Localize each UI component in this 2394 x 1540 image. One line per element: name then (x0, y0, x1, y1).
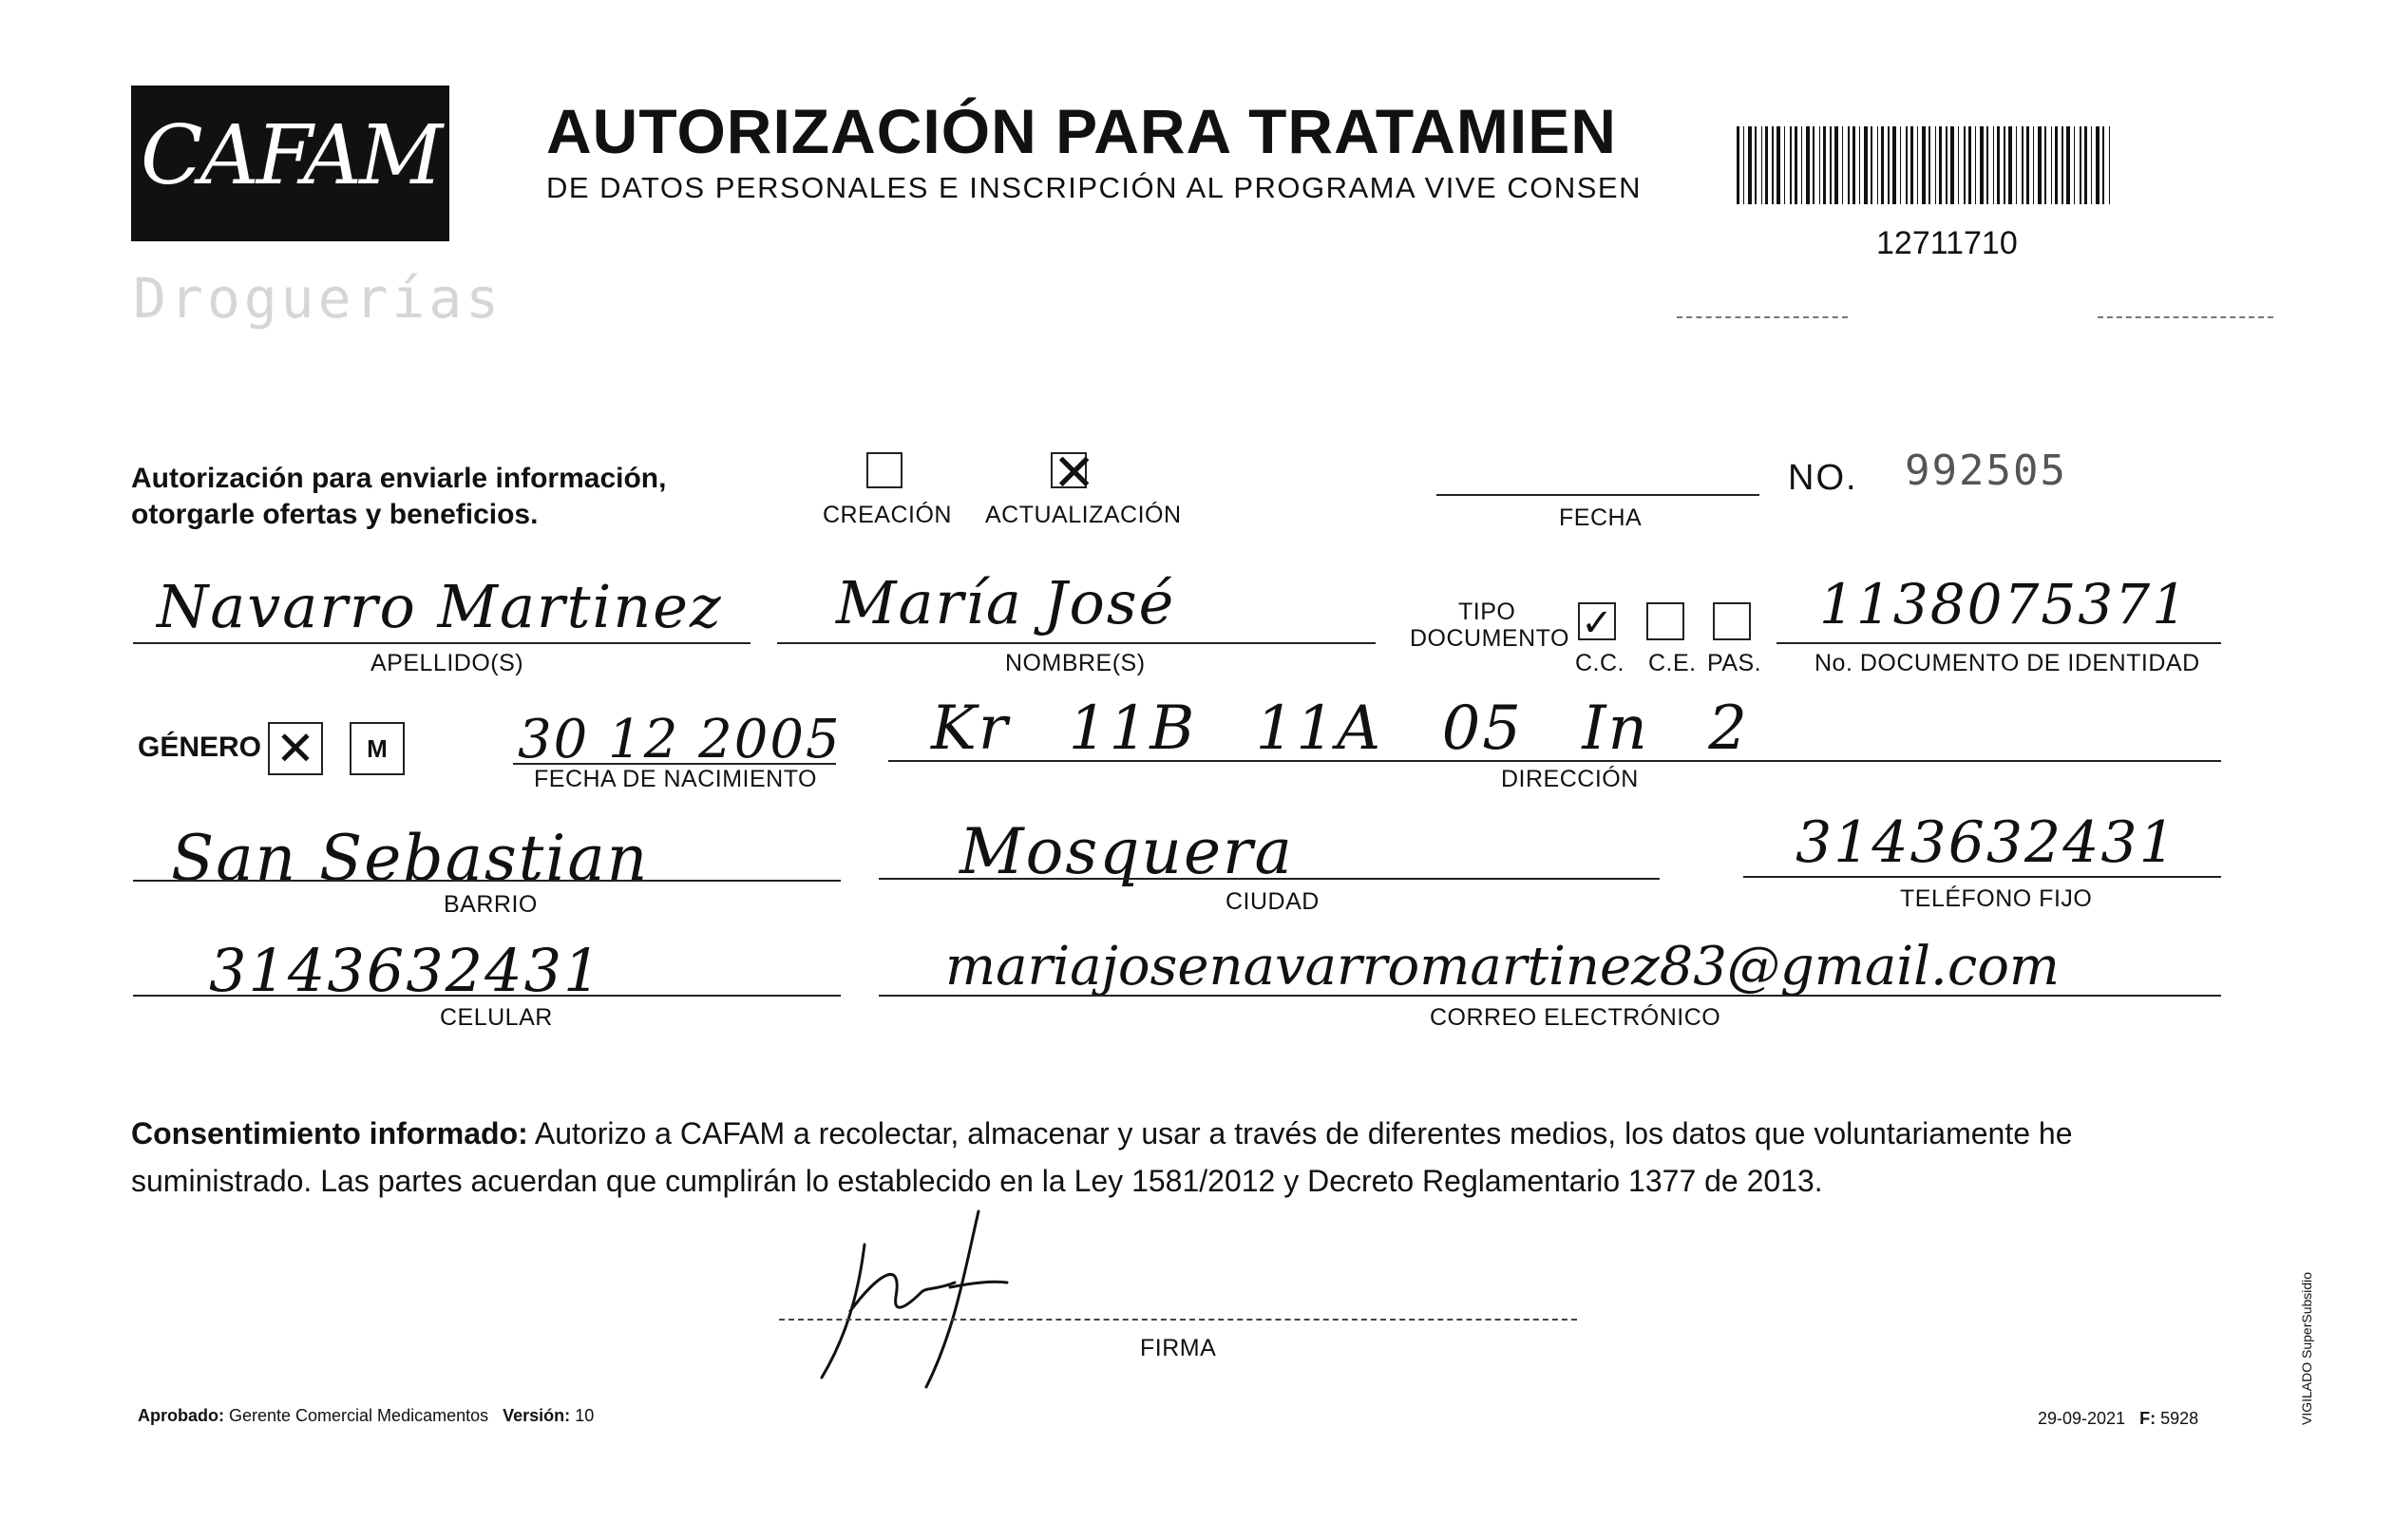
fecha-nacimiento-field[interactable] (513, 763, 836, 765)
no-label: NO. (1788, 458, 1858, 498)
celular-label: CELULAR (440, 1004, 553, 1031)
logo-text: CAFAM (140, 108, 441, 203)
fecha-nacimiento-label: FECHA DE NACIMIENTO (534, 766, 817, 792)
version-value: 10 (575, 1406, 595, 1425)
apellidos-field[interactable] (133, 642, 750, 644)
cc-label: C.C. (1575, 650, 1624, 676)
direccion-label: DIRECCIÓN (1501, 766, 1639, 792)
correo-label: CORREO ELECTRÓNICO (1430, 1004, 1721, 1031)
consent-paragraph (131, 1110, 2259, 1205)
pas-checkbox[interactable] (1713, 602, 1751, 640)
aprobado-label: Aprobado: (138, 1406, 224, 1425)
form-code: 5928 (2160, 1409, 2199, 1428)
fecha-line[interactable] (1436, 494, 1759, 496)
telefono-field[interactable] (1743, 876, 2221, 878)
signature-icon (812, 1207, 1031, 1397)
logo-subtext: Droguerías (133, 266, 504, 331)
ciudad-label: CIUDAD (1226, 888, 1320, 915)
divider (1677, 316, 1848, 318)
firma-field[interactable] (779, 1319, 1577, 1321)
ce-checkbox[interactable] (1646, 602, 1684, 640)
direccion-value: Kr 11B 11A 05 In 2 (931, 694, 1749, 764)
direccion-field[interactable] (888, 760, 2221, 762)
aprobado-value: Gerente Comercial Medicamentos (229, 1406, 489, 1425)
update-label: ACTUALIZACIÓN (985, 502, 1182, 528)
documento-field[interactable] (1776, 642, 2221, 644)
tipo-label: TIPO (1458, 599, 1516, 625)
apellidos-value: Navarro Martinez (157, 572, 723, 641)
barrio-value: San Sebastian (171, 822, 650, 895)
footer-date-block (2038, 1409, 2198, 1429)
divider (2098, 316, 2273, 318)
cc-checkbox[interactable] (1578, 601, 1616, 645)
consent-text: Autorizo a CAFAM a recolectar, almacenar y usar a través de diferentes medios, los datos que voluntariamente he suministrado. Las partes acuerdan que cumplirán lo establecido en la Ley 1581/2012 y Decreto Reglamentario 1377 de 2013. (131, 1116, 2073, 1198)
version-label: Versión: (503, 1406, 571, 1425)
m-label: M (367, 734, 388, 763)
telefono-value: 3143632431 (1796, 809, 2177, 876)
correo-field[interactable] (879, 995, 2221, 997)
correo-value: mariajosenavarromartinez83@gmail.com (945, 936, 2061, 998)
telefono-label: TELÉFONO FIJO (1900, 885, 2093, 912)
genero-f-checkbox[interactable] (268, 722, 323, 775)
barrio-field[interactable] (133, 880, 841, 882)
genero-m-checkbox[interactable] (350, 722, 405, 775)
document-title: AUTORIZACIÓN PARA TRATAMIEN (546, 96, 1617, 166)
fecha-label: FECHA (1559, 504, 1643, 531)
footer-approval (138, 1406, 594, 1426)
genero-label: GÉNERO (138, 732, 262, 763)
barrio-label: BARRIO (444, 891, 538, 918)
firma-label: FIRMA (1140, 1335, 1217, 1361)
consent-heading: Consentimiento informado: (131, 1116, 528, 1150)
check-mark-icon: ✕ (276, 721, 315, 776)
creation-checkbox[interactable] (866, 452, 902, 488)
cafam-logo (131, 86, 449, 241)
nombres-label: NOMBRE(S) (1005, 650, 1146, 676)
documento-numero-label: No. DOCUMENTO DE IDENTIDAD (1814, 650, 2200, 676)
creation-label: CREACIÓN (823, 502, 952, 528)
form-number: 992505 (1905, 447, 2067, 495)
vigilado-text: VIGILADO SuperSubsidio (2299, 1271, 2314, 1425)
update-checkbox[interactable] (1051, 443, 1096, 503)
form-label: F: (2139, 1409, 2156, 1428)
check-mark-icon: ✕ (1053, 443, 1096, 503)
ciudad-value: Mosquera (960, 815, 1294, 888)
celular-field[interactable] (133, 995, 841, 997)
pas-label: PAS. (1707, 650, 1762, 676)
apellidos-label: APELLIDO(S) (370, 650, 524, 676)
intro-text-line1: Autorización para enviarle información, (131, 463, 667, 494)
check-mark-icon: ✓ (1581, 601, 1613, 645)
barcode-number: 12711710 (1876, 225, 2018, 261)
documento-label: DOCUMENTO (1410, 625, 1569, 652)
intro-text-line2: otorgarle ofertas y beneficios. (131, 499, 539, 530)
celular-value: 3143632431 (209, 936, 603, 1005)
nombres-field[interactable] (777, 642, 1376, 644)
document-subtitle: DE DATOS PERSONALES E INSCRIPCIÓN AL PROGRAMA VIVE CONSEN (546, 171, 1642, 204)
ce-label: C.E. (1648, 650, 1697, 676)
fecha-nacimiento-value: 30 12 2005 (518, 709, 842, 770)
documento-value: 1138075371 (1819, 572, 2190, 637)
barcode-icon (1737, 126, 2117, 204)
nombres-value: María José (836, 568, 1176, 637)
footer-date: 29-09-2021 (2038, 1409, 2126, 1428)
ciudad-field[interactable] (879, 878, 1660, 880)
